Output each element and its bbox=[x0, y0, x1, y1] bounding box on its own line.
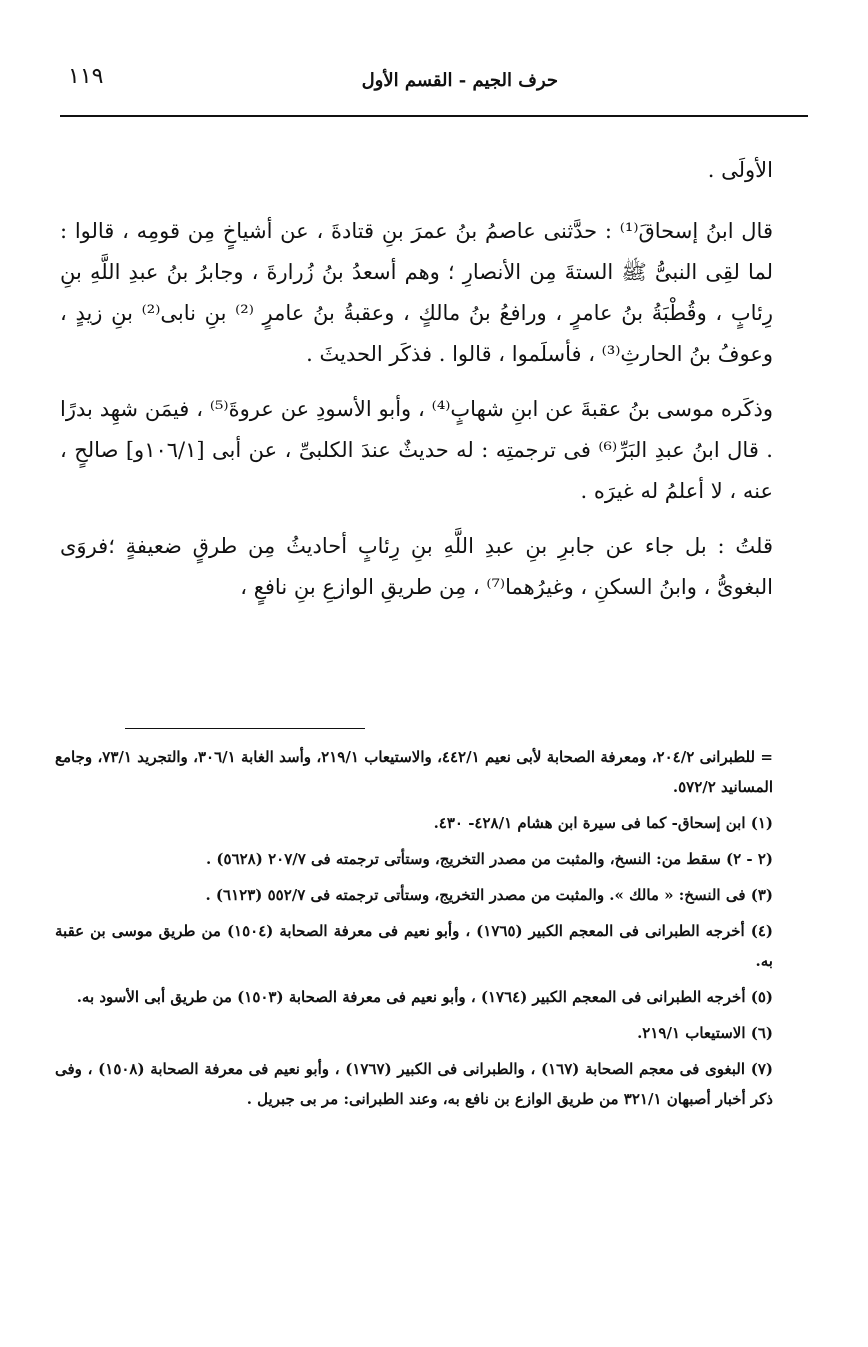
footnote-3: (٣) فى النسخ: « مالك ». والمثبت من مصدر التخريج، وستأتى ترجمته فى ٥٥٢/٧ (٦١٢٣) . bbox=[205, 886, 773, 904]
footnote-5: (٥) أخرجه الطبرانى فى المعجم الكبير (١٧٦٤) ، وأبو نعيم فى معرفة الصحابة (١٥٠٣) من طريق أبى الأسود به. bbox=[76, 988, 773, 1006]
footnotes bbox=[55, 742, 773, 1120]
footnote-2: (٢ - ٢) سقط من: النسخ، والمثبت من مصدر التخريج، وستأتى ترجمته فى ٢٠٧/٧ (٥٦٢٨) . bbox=[205, 850, 773, 868]
header-rule bbox=[60, 115, 808, 117]
footnote-1: (١) ابن إسحاق- كما فى سيرة ابن هشام ٤٢٨/١- ٤٣٠. bbox=[433, 814, 773, 832]
paragraph-3: وذكَره موسى بنُ عقبةَ عن ابنِ شهابٍ⁽⁴⁾ ، وأبو الأسودِ عن عروةَ⁽⁵⁾ ، فيمَن شهِد بدرًا . قال ابنُ عبدِ البَرِّ⁽⁶⁾ فى ترجمتِه : له حديثٌ عندَ الكلبىِّ ، عن أبى [١٠٦/١و] صالحٍ ، عنه ، لا أعلمُ له غيرَه . bbox=[60, 397, 773, 503]
paragraph-2: قال ابنُ إسحاقَ⁽¹⁾ : حدَّثنى عاصمُ بنُ عمرَ بنِ قتادةَ ، عن أشياخٍ مِن قومِه ، قالوا : لما لقِى النبىُّ ﷺ الستةَ مِن الأنصارِ ؛ وهم أسعدُ بنُ زُرارةَ ، وجابرُ بنُ عبدِ اللَّهِ بنِ رِئابٍ ، وقُطْبَةُ بنُ عامرٍ ، ورافعُ بنُ مالكٍ ، وعقبةُ بنُ عامرٍ ⁽²⁾ بنِ نابى⁽²⁾ بنِ زيدٍ ، وعوفُ بنُ الحارثِ⁽³⁾ ، فأسلَموا ، قالوا . فذكَر الحديثَ . bbox=[60, 219, 773, 366]
paragraph-1: الأولَى . bbox=[707, 158, 773, 182]
header-title: حرف الجيم - القسم الأول bbox=[361, 70, 558, 91]
page-number: ١١٩ bbox=[68, 64, 104, 89]
footnote-4: (٤) أخرجه الطبرانى فى المعجم الكبير (١٧٦٥) ، وأبو نعيم فى معرفة الصحابة (١٥٠٤) من طريق موسى بن عقبة به. bbox=[55, 922, 773, 970]
main-text bbox=[60, 150, 773, 622]
footnote-7: (٧) البغوى فى معجم الصحابة (١٦٧) ، والطبرانى فى الكبير (١٧٦٧) ، وأبو نعيم فى معرفة الصحابة (١٥٠٨) ، وفى ذكر أخبار أصبهان ٣٢١/١ من طريق الوازع بن نافع به، وعند الطبرانى: مر بى جبريل . bbox=[55, 1060, 773, 1108]
footnote-continued: = للطبرانى ٢٠٤/٢، ومعرفة الصحابة لأبى نعيم ٤٤٢/١، والاستيعاب ٢١٩/١، وأسد الغابة ٣٠٦/١، والتجريد ٧٣/١، وجامع المسانيد ٥٧٢/٢. bbox=[55, 748, 773, 796]
footnote-separator bbox=[125, 728, 365, 729]
paragraph-4: قلتُ : بل جاء عن جابرِ بنِ عبدِ اللَّهِ بنِ رِئابٍ أحاديثُ مِن طرقٍ ضعيفةٍ ؛فروَى البغوىُّ ، وابنُ السكنِ ، وغيرُهما⁽⁷⁾ ، مِن طريقِ الوازعِ بنِ نافعٍ ، bbox=[60, 534, 773, 599]
running-header bbox=[60, 60, 808, 110]
footnote-6: (٦) الاستيعاب ٢١٩/١. bbox=[637, 1024, 773, 1042]
